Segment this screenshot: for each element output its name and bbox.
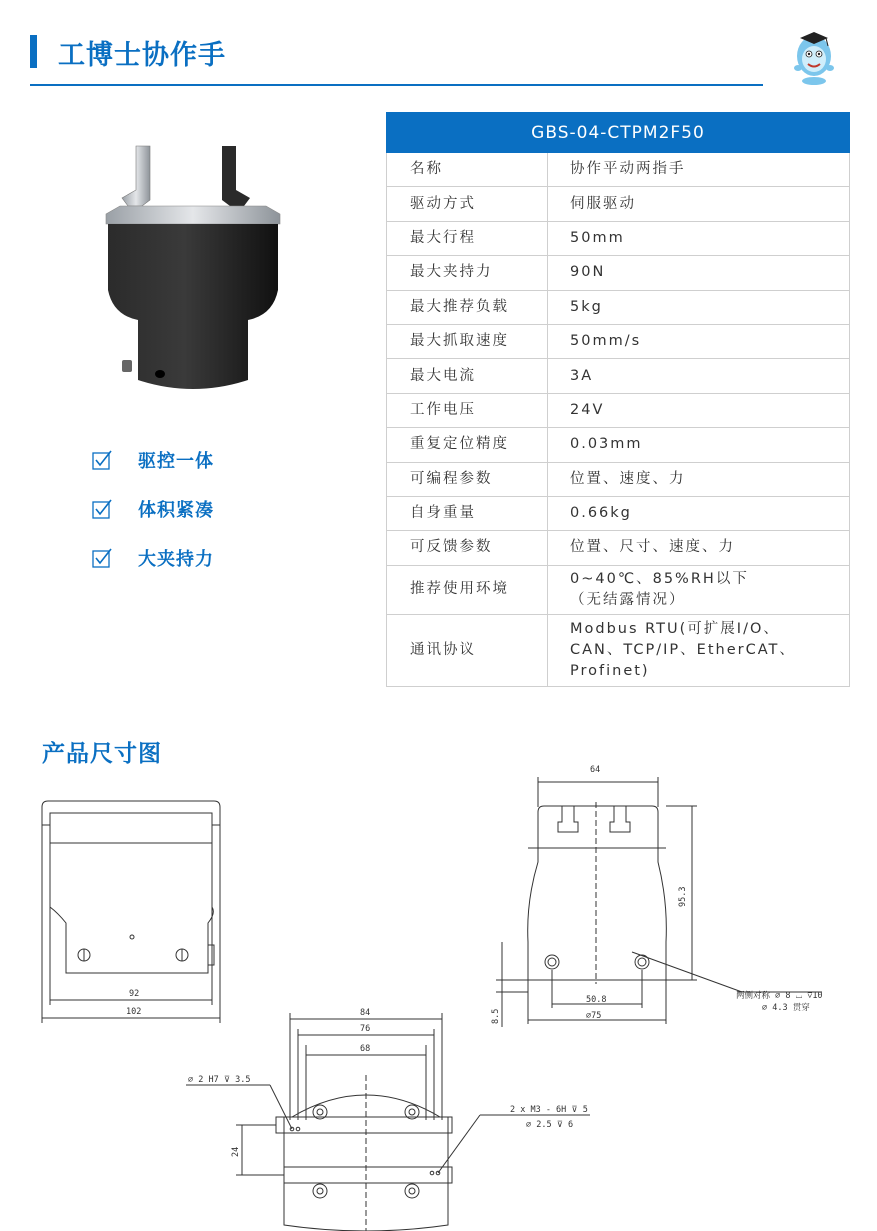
dim-side-base-height: 8.5 xyxy=(491,1008,501,1024)
spec-value: 0.66kg xyxy=(548,496,850,530)
mascot-logo xyxy=(786,28,842,88)
dim-side-diameter: ∅75 xyxy=(586,1011,602,1021)
dim-side-height: 95.3 xyxy=(678,886,688,907)
table-row xyxy=(387,393,850,427)
spec-table xyxy=(386,112,850,687)
table-row xyxy=(387,324,850,358)
dim-bottom-note-right-2: ∅ 2.5 ⊽ 6 xyxy=(526,1120,574,1130)
spec-value: 0.03mm xyxy=(548,428,850,462)
spec-key: 最大抓取速度 xyxy=(387,324,548,358)
gripper-product-image xyxy=(98,140,288,395)
spec-value: 位置、速度、力 xyxy=(548,462,850,496)
table-row xyxy=(387,290,850,324)
spec-header-row xyxy=(387,113,850,153)
table-row xyxy=(387,256,850,290)
spec-key: 自身重量 xyxy=(387,496,548,530)
table-row xyxy=(387,359,850,393)
spec-key: 通讯协议 xyxy=(387,614,548,686)
dim-side-note-1: 两侧对称 ∅ 8 ⌴ ⊽10 xyxy=(736,991,823,1001)
spec-value: 位置、尺寸、速度、力 xyxy=(548,531,850,565)
header-divider xyxy=(30,84,763,86)
table-row xyxy=(387,565,850,614)
table-row xyxy=(387,221,850,255)
table-row xyxy=(387,428,850,462)
table-row xyxy=(387,531,850,565)
spec-value: 50mm xyxy=(548,221,850,255)
spec-value: 50mm/s xyxy=(548,324,850,358)
spec-key: 推荐使用环境 xyxy=(387,565,548,614)
feature-item-1 xyxy=(92,446,214,474)
spec-key: 可反馈参数 xyxy=(387,531,548,565)
spec-key: 名称 xyxy=(387,153,548,187)
spec-value: 3A xyxy=(548,359,850,393)
dim-side-note-2: ∅ 4.3 贯穿 xyxy=(762,1003,810,1013)
table-row xyxy=(387,187,850,221)
spec-key: 工作电压 xyxy=(387,393,548,427)
feature-item-3 xyxy=(92,544,214,572)
feature-label: 驱控一体 xyxy=(138,451,214,472)
spec-value-line: （无结露情况） xyxy=(570,591,686,608)
spec-value: 伺服驱动 xyxy=(548,187,850,221)
dim-bottom-width-84: 84 xyxy=(360,1008,371,1018)
dim-bottom-height: 24 xyxy=(231,1146,241,1157)
spec-key: 最大电流 xyxy=(387,359,548,393)
title-accent-bar xyxy=(30,35,37,68)
table-row xyxy=(387,153,850,187)
feature-item-2 xyxy=(92,495,214,523)
front-view-drawing xyxy=(36,795,236,1025)
spec-value xyxy=(548,565,850,614)
checkbox-checked-icon xyxy=(92,450,112,470)
dimensions-title: 产品尺寸图 xyxy=(42,741,162,767)
feature-label: 体积紧凑 xyxy=(138,500,214,521)
model-name: GBS-04-CTPM2F50 xyxy=(387,113,850,153)
spec-value-line: Profinet) xyxy=(570,662,650,679)
spec-value: 90N xyxy=(548,256,850,290)
feature-label: 大夹持力 xyxy=(138,549,214,570)
checkbox-checked-icon xyxy=(92,499,112,519)
dim-side-top-width: 64 xyxy=(590,765,601,775)
dim-front-inner-width: 92 xyxy=(129,989,140,999)
spec-value: 5kg xyxy=(548,290,850,324)
spec-key: 最大推荐负载 xyxy=(387,290,548,324)
spec-key: 最大夹持力 xyxy=(387,256,548,290)
spec-value-line: 0~40℃、85%RH以下 xyxy=(570,570,749,587)
spec-value: 协作平动两指手 xyxy=(548,153,850,187)
spec-value-line: CAN、TCP/IP、EtherCAT、 xyxy=(570,641,796,658)
dim-bottom-width-76: 76 xyxy=(360,1024,371,1034)
bottom-view-drawing xyxy=(180,1005,600,1231)
table-row xyxy=(387,462,850,496)
spec-key: 可编程参数 xyxy=(387,462,548,496)
spec-value-line: Modbus RTU(可扩展I/O、 xyxy=(570,620,780,637)
checkbox-checked-icon xyxy=(92,548,112,568)
table-row xyxy=(387,496,850,530)
dim-front-outer-width: 102 xyxy=(126,1007,142,1017)
spec-value xyxy=(548,614,850,686)
spec-key: 驱动方式 xyxy=(387,187,548,221)
dim-side-hole-spacing: 50.8 xyxy=(586,995,607,1005)
spec-key: 最大行程 xyxy=(387,221,548,255)
page-title: 工博士协作手 xyxy=(58,40,226,71)
dim-bottom-note-left: ∅ 2 H7 ⊽ 3.5 xyxy=(188,1075,251,1085)
spec-value: 24V xyxy=(548,393,850,427)
table-row xyxy=(387,614,850,686)
dim-bottom-note-right-1: 2 x M3 - 6H ⊽ 5 xyxy=(510,1105,588,1115)
side-view-drawing xyxy=(482,752,877,1042)
spec-key: 重复定位精度 xyxy=(387,428,548,462)
dim-bottom-width-68: 68 xyxy=(360,1044,371,1054)
